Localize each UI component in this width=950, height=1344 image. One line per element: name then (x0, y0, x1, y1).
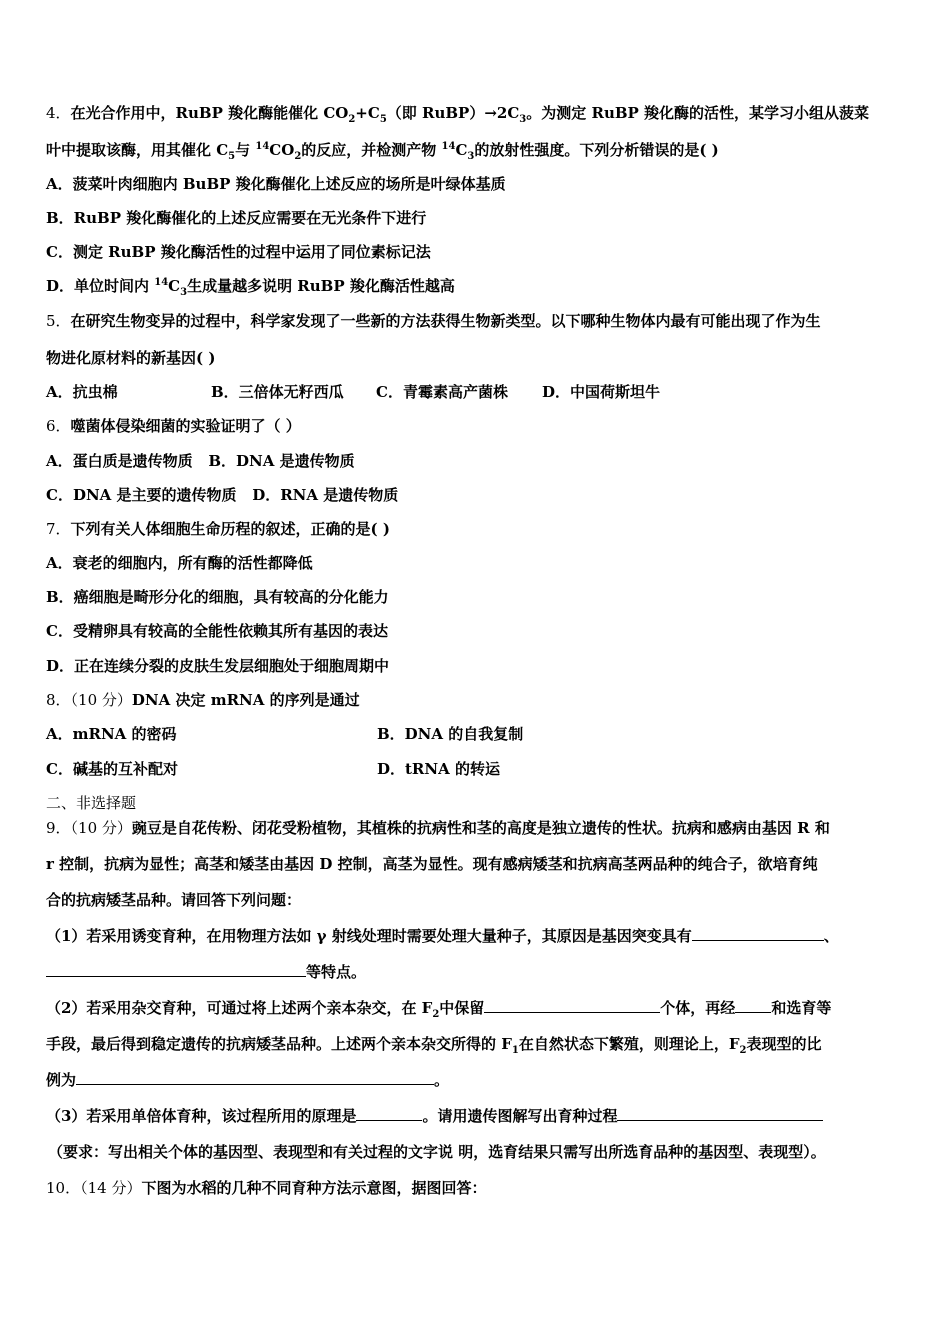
q9-part2-line1: （2）若采用杂交育种，可通过将上述两个亲本杂交，在 $F_2$中保留 个体，再经 和选育等 (46, 999, 832, 1020)
answer-blank[interactable] (484, 998, 660, 1013)
q6-option-d: D．RNA 是遗传物质 (252, 486, 399, 504)
q4-option-d: D．单位时间内 $^{14}C_3$生成量越多说明 RuBP 羧化酶活性越高 (46, 277, 455, 298)
q7-stem: 7．下列有关人体细胞生命历程的叙述，正确的是( ) (46, 520, 390, 538)
q8-option-c: C．碱基的互补配对 (46, 760, 178, 778)
q5-option-d: D．中国荷斯坦牛 (542, 383, 661, 401)
q4-line2: 叶中提取该酶，用其催化 $C_5$与 $^{14}CO_2$的反应，并检测产物 $^{14}C_3$的放射性强度。下列分析错误的是( ) (46, 141, 719, 162)
q7-option-c: C．受精卵具有较高的全能性依赖其所有基因的表达 (46, 622, 388, 640)
q9-line3: 合的抗病矮茎品种。请回答下列问题： (46, 891, 302, 909)
section-heading: 二、非选择题 (46, 794, 137, 812)
q10-stem: 10．（14 分）下图为水稻的几种不同育种方法示意图，据图回答： (46, 1179, 487, 1197)
q6-stem: 6．噬菌体侵染细菌的实验证明了（ ） (46, 417, 301, 435)
q5-line1: 5．在研究生物变异的过程中，科学家发现了一些新的方法获得生物新类型。以下哪种生物体内最有可能出现了作为生 (46, 312, 821, 330)
q5-line2: 物进化原材料的新基因( ) (46, 349, 216, 367)
q8-option-a: A．mRNA 的密码 (46, 725, 177, 743)
q9-part1-line2: 等特点。 (46, 962, 366, 982)
answer-blank[interactable] (617, 1106, 823, 1121)
q9-part3-line2: （要求：写出相关个体的基因型、表现型和有关过程的文字说 明，选育结果只需写出所选育品种的基因型、表现型）。 (48, 1143, 826, 1161)
answer-blank[interactable] (735, 998, 771, 1013)
answer-blank[interactable] (46, 962, 306, 977)
q4-option-b: B．RuBP 羧化酶催化的上述反应需要在无光条件下进行 (46, 209, 427, 227)
q4-line1: 4．在光合作用中，RuBP 羧化酶能催化 $CO_2+C_5$（即 $RuBP)\to 2C_3$。为测定 RuBP 羧化酶的活性，某学习小组从菠菜 (46, 104, 870, 125)
q9-part3-line1: （3）若采用单倍体育种，该过程所用的原理是 。请用遗传图解写出育种过程 (46, 1106, 823, 1126)
q6-options-cd (46, 485, 398, 505)
q5-option-c: C．青霉素高产菌株 (376, 383, 508, 401)
q6-option-a: A．蛋白质是遗传物质 (46, 452, 193, 470)
q9-line2: r 控制，抗病为显性；高茎和矮茎由基因 D 控制，高茎为显性。现有感病矮茎和抗病高茎两品种的纯合子，欲培育纯 (46, 855, 818, 873)
q5-option-a: A．抗虫棉 (46, 383, 118, 401)
q9-part1-line1: （1）若采用诱变育种，在用物理方法如 γ 射线处理时需要处理大量种子，其原因是基因突变具有 、 (46, 927, 839, 945)
q8-options-cd (46, 759, 746, 779)
q5-options (46, 382, 746, 402)
q5-option-b: B．三倍体无籽西瓜 (211, 383, 344, 401)
answer-blank[interactable] (692, 926, 824, 941)
q7-option-d: D．正在连续分裂的皮肤生发层细胞处于细胞周期中 (46, 657, 390, 675)
q7-option-b: B．癌细胞是畸形分化的细胞，具有较高的分化能力 (46, 588, 389, 606)
q8-options-ab (46, 724, 746, 744)
q4-option-c: C．测定 RuBP 羧化酶活性的过程中运用了同位素标记法 (46, 243, 431, 261)
q4-option-a: A．菠菜叶肉细胞内 BuBP 羧化酶催化上述反应的场所是叶绿体基质 (46, 175, 506, 193)
answer-blank[interactable] (76, 1070, 434, 1085)
q8-option-d: D．tRNA 的转运 (377, 760, 500, 778)
q8-stem: 8．（10 分）DNA 决定 mRNA 的序列是通过 (46, 691, 360, 709)
q6-option-c: C．DNA 是主要的遗传物质 (46, 486, 237, 504)
answer-blank[interactable] (356, 1106, 422, 1121)
q9-line1: 9．（10 分）豌豆是自花传粉、闭花受粉植物，其植株的抗病性和茎的高度是独立遗传的性状。抗病和感病由基因 R 和 (46, 819, 830, 837)
q6-options-ab (46, 451, 355, 471)
q9-part2-line3: 例为 。 (46, 1071, 450, 1089)
q8-option-b: B．DNA 的自我复制 (377, 725, 524, 743)
q6-option-b: B．DNA 是遗传物质 (208, 452, 355, 470)
q9-part2-line2: 手段，最后得到稳定遗传的抗病矮茎品种。上述两个亲本杂交所得的 $F_1$在自然状态下繁殖，则理论上，$F_2$表现型的比 (46, 1035, 822, 1056)
q7-option-a: A．衰老的细胞内，所有酶的活性都降低 (46, 554, 313, 572)
